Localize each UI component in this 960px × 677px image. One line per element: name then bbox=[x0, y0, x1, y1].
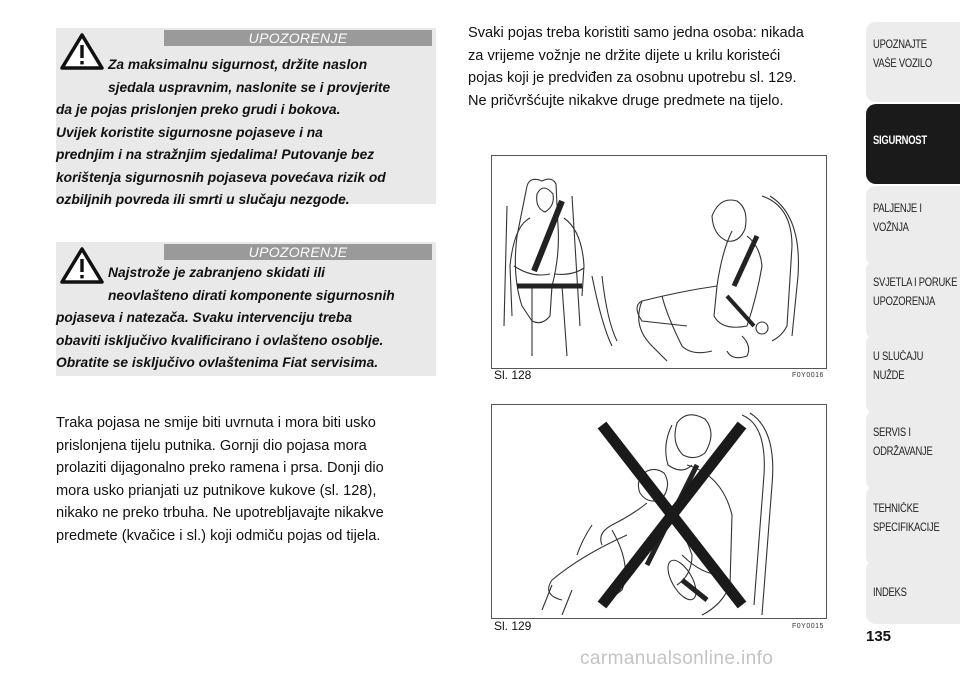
tab-u-slucaju-nuzde[interactable] bbox=[866, 334, 960, 414]
tab-label: ODRŽAVANJE bbox=[873, 446, 933, 458]
warning-line: sjedala uspravnim, naslonite se i provjerite bbox=[108, 79, 391, 95]
seatbelt-correct-illustration bbox=[492, 156, 826, 368]
page-number: 135 bbox=[866, 628, 892, 645]
paragraph-line: pojas koji je predviđen za osobnu upotrebu sl. 129. bbox=[468, 70, 797, 87]
tab-label: NUŽDE bbox=[873, 370, 905, 382]
paragraph-line: prolaziti dijagonalno preko ramena i prsa. Donji dio bbox=[56, 460, 384, 477]
cross-out-mark bbox=[602, 425, 742, 605]
tab-label: PALJENJE I bbox=[873, 203, 922, 215]
warning-line: korištenja sigurnosnih pojaseva povećava rizik od bbox=[56, 169, 386, 185]
paragraph-line: Ne pričvršćujte nikakve druge predmete na tijelo. bbox=[468, 92, 784, 109]
warning-box-2 bbox=[56, 242, 436, 376]
warning-line: ozbiljnih povreda ili smrti u slučaju nezgode. bbox=[56, 192, 350, 207]
warning-line: prednjim i na stražnjim sjedalima! Putovanje bez bbox=[56, 147, 375, 162]
figure-label: Sl. 128 bbox=[494, 368, 532, 382]
warning-line: Za maksimalnu sigurnost, držite naslon bbox=[108, 57, 368, 72]
tab-label: SIGURNOST bbox=[873, 135, 927, 147]
tab-servis-i-odrzavanje[interactable] bbox=[866, 410, 960, 490]
warning-line: Uvijek koristite sigurnosne pojaseve i na bbox=[56, 124, 323, 140]
warning-heading: UPOZORENJE bbox=[164, 30, 432, 46]
warning-line: Najstrože je zabranjeno skidati ili bbox=[108, 265, 325, 280]
tab-label: TEHNIČKE bbox=[873, 503, 919, 515]
warning-text bbox=[56, 262, 436, 375]
tab-label: SVJETLA I PORUKE bbox=[873, 277, 958, 289]
figure-code: F0Y0015 bbox=[792, 623, 824, 630]
paragraph-line: Traka pojasa ne smije biti uvrnuta i mora biti usko bbox=[56, 415, 376, 431]
figure-label: Sl. 129 bbox=[494, 619, 532, 633]
paragraph-line: nikako ne preko trbuha. Ne upotrebljavajte nikakve bbox=[56, 505, 384, 522]
tab-paljenje-i-voznja[interactable] bbox=[866, 186, 960, 266]
warning-line: pojaseva i natezača. Svaku intervenciju treba bbox=[56, 310, 352, 325]
tab-svjetla-i-poruke-upozorenja[interactable] bbox=[866, 260, 960, 340]
tab-sigurnost[interactable] bbox=[866, 104, 960, 184]
paragraph-line: za vrijeme vožnje ne držite dijete u krilu koristeći bbox=[468, 47, 781, 64]
warning-line: neovlašteno dirati komponente sigurnosnih bbox=[108, 287, 395, 303]
warning-heading: UPOZORENJE bbox=[164, 244, 432, 260]
warning-line: da je pojas prislonjen preko grudi i bokova. bbox=[56, 102, 341, 117]
left-paragraph bbox=[56, 412, 446, 548]
figure-code: F0Y0016 bbox=[792, 372, 824, 379]
tab-label: SERVIS I bbox=[873, 427, 911, 439]
tab-tehnicke-specifikacije[interactable] bbox=[866, 486, 960, 566]
warning-line: obaviti isključivo kvalificirano i ovlašteno osoblje. bbox=[56, 332, 384, 348]
paragraph-line: predmete (kvačice i sl.) koji odmiču pojas od tijela. bbox=[56, 527, 381, 544]
tab-label: SPECIFIKACIJE bbox=[873, 522, 940, 534]
right-paragraph bbox=[468, 22, 848, 112]
warning-text bbox=[56, 54, 436, 212]
tab-label: UPOZNAJTE bbox=[873, 39, 927, 51]
paragraph-line: mora usko prianjati uz putnikove kukove (sl. 128), bbox=[56, 482, 377, 499]
warning-box-1 bbox=[56, 28, 436, 207]
tab-label: VOŽNJA bbox=[873, 222, 909, 234]
figure-129 bbox=[491, 404, 827, 619]
paragraph-line: Svaki pojas treba koristiti samo jedna osoba: nikada bbox=[468, 25, 804, 41]
tab-label: U SLUČAJU bbox=[873, 351, 924, 363]
tab-upoznajte-vase-vozilo[interactable] bbox=[866, 22, 960, 102]
tab-indeks[interactable] bbox=[866, 560, 960, 624]
watermark: carmanualsonline.info bbox=[580, 648, 774, 669]
warning-line: Obratite se isključivo ovlaštenima Fiat servisima. bbox=[56, 355, 379, 370]
tab-label: INDEKS bbox=[873, 587, 907, 599]
seatbelt-incorrect-illustration bbox=[492, 405, 826, 618]
paragraph-line: prislonjena tijelu putnika. Gornji dio pojasa mora bbox=[56, 437, 367, 454]
figure-128 bbox=[491, 155, 827, 369]
tab-label: VAŠE VOZILO bbox=[873, 58, 932, 70]
tab-label: UPOZORENJA bbox=[873, 296, 935, 308]
